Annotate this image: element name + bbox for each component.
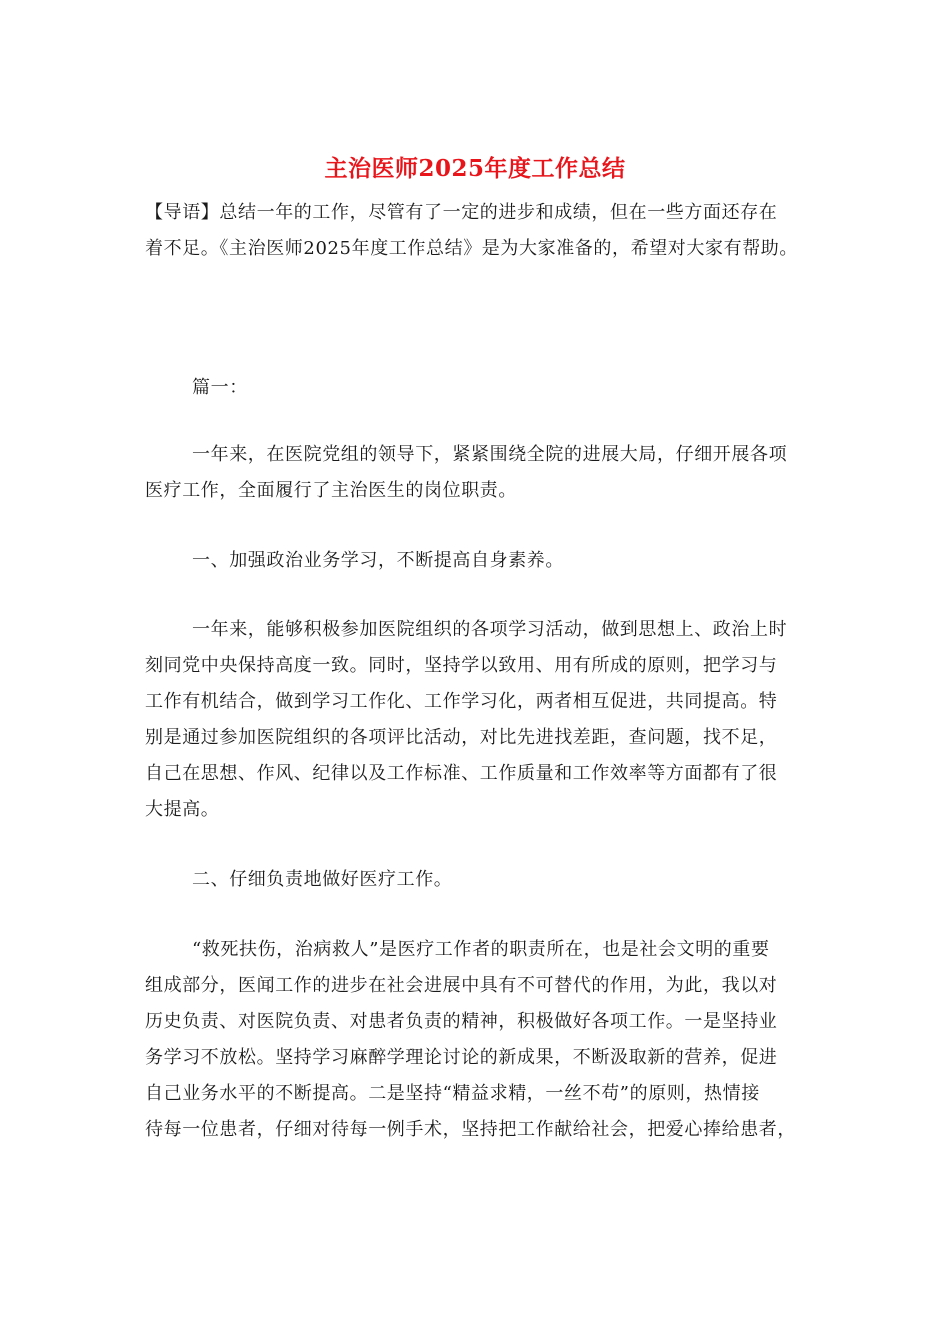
paragraph2-line-1: 一年来，能够积极参加医院组织的各项学习活动，做到思想上、政治上时: [192, 619, 788, 640]
intro-line-1: 【导语】总结一年的工作，尽管有了一定的进步和成绩，但在一些方面还存在: [145, 202, 778, 223]
paragraph2-line-2: 刻同党中央保持高度一致。同时，坚持学以致用、用有所成的原则，把学习与: [145, 655, 778, 676]
paragraph1-line-1: 一年来，在医院党组的领导下，紧紧围绕全院的进展大局，仔细开展各项: [192, 444, 788, 465]
paragraph2-line-4: 别是通过参加医院组织的各项评比活动，对比先进找差距，查问题，找不足，: [145, 727, 778, 748]
paragraph1-line-2: 医疗工作，全面履行了主治医生的岗位职责。: [145, 480, 517, 501]
paragraph3-line-5: 自己业务水平的不断提高。二是坚持“精益求精，一丝不苟”的原则，热情接: [145, 1083, 760, 1104]
paragraph3-line-3: 历史负责、对医院负责、对患者负责的精神，积极做好各项工作。一是坚持业: [145, 1011, 778, 1032]
heading-2: 二、仔细负责地做好医疗工作。: [192, 869, 453, 890]
paragraph3-line-4: 务学习不放松。坚持学习麻醉学理论讨论的新成果，不断汲取新的营养，促进: [145, 1047, 778, 1068]
paragraph3-line-6: 待每一位患者，仔细对待每一例手术，坚持把工作献给社会，把爱心捧给患者，: [145, 1119, 796, 1140]
paragraph3-line-2: 组成部分，医闻工作的进步在社会进展中具有不可替代的作用，为此，我以对: [145, 975, 778, 996]
paragraph3-line-1: “救死扶伤，治病救人”是医疗工作者的职责所在，也是社会文明的重要: [192, 939, 770, 960]
paragraph2-line-5: 自己在思想、作风、纪律以及工作标准、工作质量和工作效率等方面都有了很: [145, 763, 778, 784]
intro-line-2: 着不足。《主治医师2025年度工作总结》是为大家准备的，希望对大家有帮助。: [145, 238, 799, 259]
paragraph2-line-6: 大提高。: [145, 799, 220, 820]
document-title: 主治医师2025年度工作总结: [324, 155, 626, 182]
heading-1: 一、加强政治业务学习，不断提高自身素养。: [192, 550, 564, 571]
section-label: 篇一：: [192, 377, 248, 398]
paragraph2-line-3: 工作有机结合，做到学习工作化、工作学习化，两者相互促进，共同提高。特: [145, 691, 778, 712]
